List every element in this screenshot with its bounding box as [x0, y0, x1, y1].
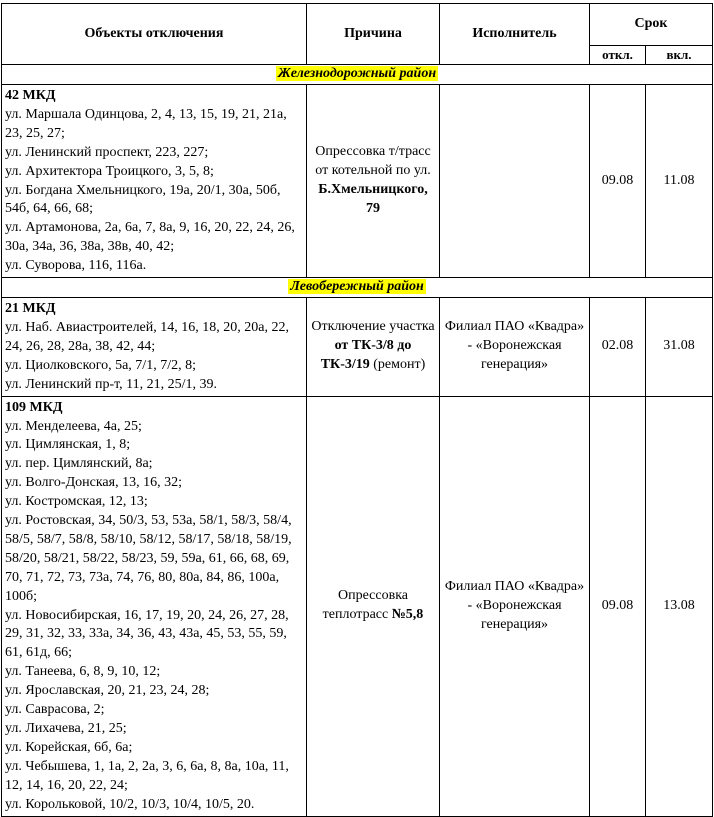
- address-line: ул. Наб. Авиастроителей, 14, 16, 18, 20, 20а, 22, 24, 26, 28, 28а, 38, 42, 44;: [5, 319, 289, 354]
- address-line: ул. Лихачева, 21, 25;: [5, 721, 127, 736]
- executor-cell: Филиал ПАО «Квадра» - «Воронежская генерация»: [440, 298, 590, 397]
- date-on: 13.08: [646, 396, 713, 816]
- address-line: ул. Ленинский проспект, 223, 227;: [5, 144, 209, 160]
- address-line: ул. Новосибирская, 16, 17, 19, 20, 24, 26, 27, 28, 29, 31, 32, 33, 33а, 34, 36, 43, 43а, 45, 53, 55, 59, 61, 61д, 66;: [5, 607, 289, 661]
- address-line: ул. Ярославская, 20, 21, 23, 24, 28;: [5, 683, 210, 699]
- objects-cell: [2, 85, 307, 278]
- reason-cell: [307, 85, 440, 278]
- objects-cell: [2, 298, 307, 397]
- address-line: ул. Артамонова, 2а, 6а, 7, 8а, 9, 16, 20, 22, 24, 26, 30а, 34а, 36, 38а, 38в, 40, 42;: [5, 220, 295, 255]
- objects-cell: [2, 396, 307, 816]
- reason-bold: Б.Хмельницкого, 79: [318, 182, 428, 216]
- reason-cell: [307, 298, 440, 397]
- outage-table: [1, 3, 713, 817]
- address-line: ул. Ленинский пр-т, 11, 21, 25/1, 39.: [5, 376, 218, 392]
- address-line: ул. Менделеева, 4а, 25;: [5, 418, 142, 434]
- reason-bold: №5,8: [391, 607, 424, 623]
- reason-cell: [307, 396, 440, 816]
- executor-cell: Филиал ПАО «Квадра» - «Воронежская генерация»: [440, 396, 590, 816]
- reason-text: Отключение участка: [311, 319, 435, 335]
- address-line: ул. Ростовская, 34, 50/3, 53, 53а, 58/1, 58/3, 58/4, 58/5, 58/7, 58/8, 58/10, 58/12, 58/17, 58/18, 58/19, 58/20, 58/21, 58/22, 58/23, 59, 59а, 61, 66, 68, 69, 70, 71, 72, 73, 73а, 74, 76, 80, 80а, 84, 86, 100а, 100б;: [5, 513, 292, 604]
- reason-bold: от ТК-3/8 до ТК-3/19: [320, 338, 412, 373]
- address-line: ул. Суворова, 116, 116а.: [5, 258, 147, 274]
- address-line: ул. пер. Цимлянский, 8а;: [5, 456, 153, 472]
- district-row: [2, 65, 713, 85]
- header-objects: Объекты отключения: [2, 4, 307, 65]
- building-count: 42 МКД: [5, 88, 56, 103]
- address-line: ул. Маршала Одинцова, 2, 4, 13, 15, 19, 21, 21а, 23, 25, 27;: [5, 106, 287, 141]
- address-line: ул. Костромская, 12, 13;: [5, 494, 148, 510]
- reason-text: Опрессовка теплотрасс: [322, 588, 408, 623]
- executor-cell: [440, 85, 590, 278]
- date-on: 31.08: [646, 298, 713, 397]
- header-on: вкл.: [646, 46, 713, 65]
- address-line: ул. Корольковой, 10/2, 10/3, 10/4, 10/5, 20.: [5, 796, 255, 812]
- district-levoberezhny: Левобережный район: [290, 279, 424, 295]
- date-off: 09.08: [590, 396, 646, 816]
- address-line: ул. Цимлянская, 1, 8;: [5, 437, 131, 453]
- date-off: 02.08: [590, 298, 646, 397]
- address-line: ул. Танеева, 6, 8, 9, 10, 12;: [5, 664, 161, 680]
- header-term: Срок: [590, 4, 713, 46]
- header-executor: Исполнитель: [440, 4, 590, 65]
- reason-text: Опрессовка т/трасс от котельной по ул.: [315, 144, 431, 179]
- address-line: ул. Чебышева, 1, 1а, 2, 2а, 3, 6, 6а, 8, 8а, 10а, 11, 12, 14, 16, 20, 22, 24;: [5, 758, 289, 793]
- address-line: ул. Волго-Донская, 13, 16, 32;: [5, 475, 182, 491]
- building-count: 109 МКД: [5, 399, 63, 415]
- date-off: 09.08: [590, 85, 646, 278]
- address-line: ул. Корейская, 6б, 6а;: [5, 739, 133, 755]
- date-on: 11.08: [646, 85, 713, 278]
- district-zheleznodorozhny: Железнодорожный район: [277, 66, 437, 82]
- address-line: ул. Архитектора Троицкого, 3, 5, 8;: [5, 163, 214, 179]
- address-line: ул. Богдана Хмельницкого, 19а, 20/1, 30а, 50б, 54б, 64, 66, 68;: [5, 182, 281, 217]
- district-row: [2, 278, 713, 298]
- reason-tail: (ремонт): [369, 357, 426, 373]
- header-off: откл.: [590, 46, 646, 65]
- address-line: ул. Саврасова, 2;: [5, 702, 105, 718]
- building-count: 21 МКД: [5, 301, 56, 317]
- header-reason: Причина: [307, 4, 440, 65]
- address-line: ул. Циолковского, 5а, 7/1, 7/2, 8;: [5, 357, 196, 373]
